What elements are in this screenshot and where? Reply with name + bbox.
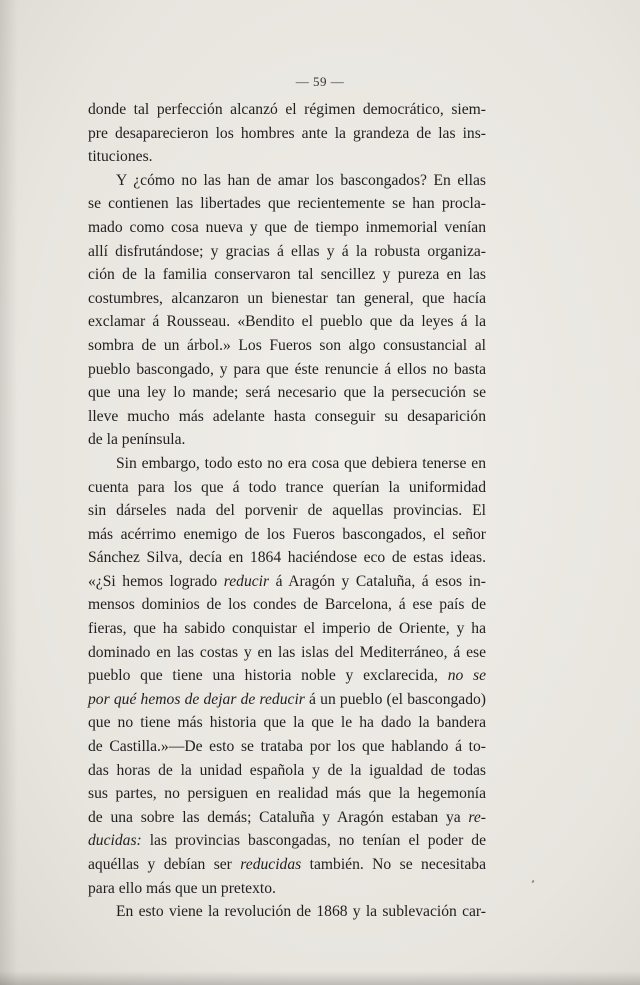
text-line: dominado en las costas y en las islas del Mediterráneo, á ese	[88, 643, 486, 661]
text-line: de una sobre las demás; Cataluña y Aragón estaban ya re-	[88, 808, 486, 826]
body-text	[88, 98, 486, 924]
text-line: das horas de la unidad española y de la igualdad de todas	[88, 761, 486, 779]
text-line: aquéllas y debían ser reducidas también. No se necesitaba	[88, 856, 486, 873]
text-line: más acérrimo enemigo de los Fueros bascongados, el señor	[88, 525, 486, 543]
page-bottom-shadow	[0, 971, 640, 985]
text-line: Sánchez Silva, decía en 1864 haciéndose eco de estas ideas.	[88, 549, 486, 567]
text-line: allí disfrutándose; y gracias á ellas y á la robusta organiza-	[88, 242, 486, 260]
text-line: donde tal perfección alcanzó el régimen democrático, siem-	[88, 101, 486, 118]
page-number: — 59 —	[295, 74, 345, 89]
text-line: mensos dominios de los condes de Barcelona, á ese país de	[88, 596, 486, 614]
text-line: que una ley lo mande; será necesario que la persecución se	[88, 384, 486, 402]
text-line: En esto viene la revolución de 1868 y la sublevación car-	[116, 903, 486, 921]
text-line: tituciones.	[88, 148, 153, 166]
page-edge-shadow	[0, 0, 18, 985]
text-line: por qué hemos de dejar de reducir á un pueblo (el bascongado)	[88, 690, 487, 708]
text-line: cuenta para los que á todo trance querían la uniformidad	[88, 478, 486, 496]
text-line: pueblo que tiene una historia noble y exclarecida, no se	[88, 667, 486, 685]
text-line: «¿Si hemos logrado reducir á Aragón y Cataluña, á esos in-	[88, 572, 486, 590]
text-line: Y ¿cómo no las han de amar los bascongados? En ellas	[116, 171, 486, 189]
paragraph	[88, 98, 486, 169]
text-line: fieras, que ha sabido conquistar el imperio de Oriente, y ha	[88, 620, 486, 638]
text-line: se contienen las libertades que recientemente se han procla-	[88, 195, 486, 213]
text-line: Sin embargo, todo esto no era cosa que debiera tenerse en	[116, 454, 486, 472]
text-line: ducidas: las provincias bascongadas, no tenían el poder de	[88, 832, 486, 850]
text-line: sombra de un árbol.» Los Fueros son algo consustancial al	[88, 336, 486, 354]
text-line: pueblo bascongado, y para que éste renuncie á ellos no basta	[88, 360, 486, 378]
paragraph	[88, 900, 486, 924]
text-line: para ello más que un pretexto.	[88, 879, 276, 897]
text-line: de Castilla.»—De esto se trataba por los que hablando á to-	[88, 738, 486, 756]
text-line: de la península.	[88, 431, 186, 449]
ink-speck	[531, 880, 534, 884]
text-line: sus partes, no persiguen en realidad más que la hegemonía	[88, 785, 486, 803]
text-line: ción de la familia conservaron tal sencillez y pureza en las	[88, 266, 486, 284]
text-line: exclamar á Rousseau. «Bendito el pueblo que da leyes á la	[88, 313, 486, 331]
text-line: costumbres, alcanzaron un bienestar tan general, que hacía	[88, 289, 486, 307]
text-line: lleve mucho más adelante hasta conseguir su desaparición	[88, 407, 486, 425]
text-line: mado como cosa nueva y que de tiempo inmemorial venían	[88, 218, 486, 236]
paragraph	[88, 169, 486, 452]
paragraph	[88, 452, 486, 900]
text-line: pre desaparecieron los hombres ante la grandeza de las ins-	[88, 124, 486, 142]
text-line: que no tiene más historia que la que le ha dado la bandera	[88, 714, 486, 732]
text-line: sin dárseles nada del porvenir de aquellas provincias. El	[88, 502, 486, 520]
